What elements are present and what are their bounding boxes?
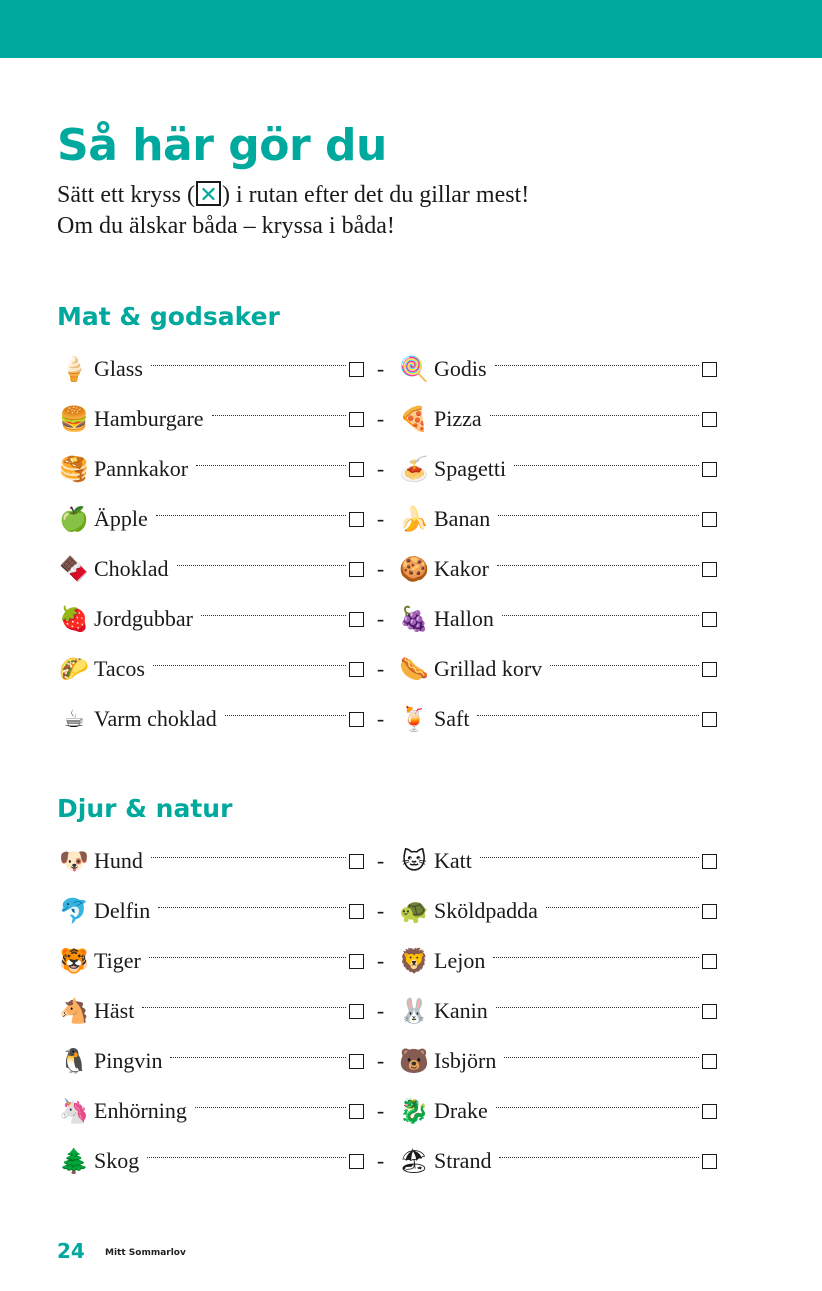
choice-row — [57, 594, 717, 644]
choice-checkbox[interactable] — [349, 712, 364, 727]
row-separator: - — [376, 656, 385, 681]
choice-checkbox[interactable] — [702, 412, 717, 427]
row-separator: - — [376, 706, 385, 731]
row-separator: - — [376, 456, 385, 481]
check-mark-icon: ✕ — [199, 183, 218, 208]
chocolate-icon: 🍫 — [59, 555, 89, 583]
choice-left — [57, 606, 364, 632]
section-heading-food: Mat & godsaker — [57, 302, 280, 331]
choice-right — [397, 948, 717, 974]
choice-label: Pannkakor — [94, 456, 189, 481]
choice-right — [397, 898, 717, 924]
choice-label: Kakor — [434, 556, 489, 581]
strawberry-icon: 🍓 — [59, 605, 89, 633]
choice-row — [57, 836, 717, 886]
choice-checkbox[interactable] — [702, 1154, 717, 1169]
dotted-leader — [546, 906, 699, 908]
choice-row — [57, 936, 717, 986]
top-color-band — [0, 0, 822, 58]
dotted-leader — [153, 664, 346, 666]
choice-right — [397, 556, 717, 582]
choice-checkbox[interactable] — [349, 462, 364, 477]
dotted-leader — [480, 856, 699, 858]
choice-checkbox[interactable] — [349, 562, 364, 577]
row-separator: - — [376, 556, 385, 581]
row-separator: - — [376, 898, 385, 923]
choice-left — [57, 1148, 364, 1174]
choice-checkbox[interactable] — [349, 1054, 364, 1069]
dotted-leader — [550, 664, 699, 666]
choice-checkbox[interactable] — [702, 362, 717, 377]
example-checkbox — [196, 181, 221, 206]
choice-checkbox[interactable] — [349, 612, 364, 627]
choice-checkbox[interactable] — [702, 954, 717, 969]
tiger-icon: 🐯 — [59, 947, 89, 975]
choice-row — [57, 644, 717, 694]
dotted-leader — [493, 956, 699, 958]
choice-label: Delfin — [94, 898, 151, 923]
instruction-text-before: Sätt ett kryss ( — [57, 182, 195, 208]
cookie-icon: 🍪 — [399, 555, 429, 583]
choice-checkbox[interactable] — [349, 1154, 364, 1169]
dotted-leader — [170, 1056, 346, 1058]
choice-checkbox[interactable] — [702, 1054, 717, 1069]
section-heading-animals: Djur & natur — [57, 794, 233, 823]
pizza-icon: 🍕 — [399, 405, 429, 433]
choice-right — [397, 1148, 717, 1174]
turtle-icon: 🐢 — [399, 897, 429, 925]
choice-checkbox[interactable] — [349, 1104, 364, 1119]
choice-label: Tiger — [94, 948, 141, 973]
choice-row — [57, 444, 717, 494]
dotted-leader — [196, 464, 346, 466]
choice-label: Kanin — [434, 998, 488, 1023]
dragon-icon: 🐉 — [399, 1097, 429, 1125]
dotted-leader — [499, 1156, 699, 1158]
choice-right — [397, 1048, 717, 1074]
choice-label: Drake — [434, 1098, 488, 1123]
choice-left — [57, 556, 364, 582]
choice-checkbox[interactable] — [702, 904, 717, 919]
choice-checkbox[interactable] — [702, 562, 717, 577]
choice-right — [397, 656, 717, 682]
choice-checkbox[interactable] — [349, 512, 364, 527]
choice-row — [57, 886, 717, 936]
row-separator: - — [376, 1048, 385, 1073]
hot-dog-icon: 🌭 — [399, 655, 429, 683]
dotted-leader — [195, 1106, 346, 1108]
row-separator: - — [376, 406, 385, 431]
hot-drink-icon: ☕ — [63, 705, 85, 733]
choice-label: Skog — [94, 1148, 140, 1173]
hamburger-icon: 🍔 — [59, 405, 89, 433]
choice-label: Katt — [434, 848, 472, 873]
choice-label: Spagetti — [434, 456, 507, 481]
ice-cream-icon: 🍦 — [59, 355, 89, 383]
lollipop-icon: 🍭 — [399, 355, 429, 383]
choice-right — [397, 848, 717, 874]
instructions — [57, 180, 529, 242]
choice-left — [57, 898, 364, 924]
food-items — [57, 344, 717, 744]
choice-right — [397, 506, 717, 532]
choice-label: Strand — [434, 1148, 492, 1173]
choice-label: Banan — [434, 506, 491, 531]
dotted-leader — [514, 464, 699, 466]
choice-left — [57, 506, 364, 532]
choice-left — [57, 456, 364, 482]
horse-icon: 🐴 — [59, 997, 89, 1025]
row-separator: - — [376, 1098, 385, 1123]
spaghetti-icon: 🍝 — [399, 455, 429, 483]
choice-row — [57, 494, 717, 544]
raspberry-icon: 🍇 — [399, 605, 429, 633]
choice-checkbox[interactable] — [349, 954, 364, 969]
lion-icon: 🦁 — [399, 947, 429, 975]
choice-label: Grillad korv — [434, 656, 543, 681]
dotted-leader — [156, 514, 346, 516]
choice-right — [397, 406, 717, 432]
dolphin-icon: 🐬 — [59, 897, 89, 925]
taco-icon: 🌮 — [59, 655, 89, 683]
dotted-leader — [477, 714, 699, 716]
tropical-drink-icon: 🍹 — [399, 705, 429, 733]
dog-icon: 🐶 — [59, 847, 89, 875]
choice-label: Isbjörn — [434, 1048, 497, 1073]
dotted-leader — [142, 1006, 346, 1008]
choice-label: Pizza — [434, 406, 482, 431]
unicorn-icon: 🦄 — [59, 1097, 89, 1125]
beach-icon: 🏖 — [398, 1147, 430, 1175]
choice-checkbox[interactable] — [702, 1004, 717, 1019]
choice-checkbox[interactable] — [349, 904, 364, 919]
dotted-leader — [502, 614, 699, 616]
bear-icon: 🐻 — [399, 1047, 429, 1075]
choice-checkbox[interactable] — [349, 1004, 364, 1019]
tree-icon: 🌲 — [59, 1147, 89, 1175]
choice-right — [397, 456, 717, 482]
choice-row — [57, 1036, 717, 1086]
row-separator: - — [376, 606, 385, 631]
choice-label: Godis — [434, 356, 487, 381]
choice-label: Saft — [434, 706, 470, 731]
choice-left — [57, 998, 364, 1024]
choice-right — [397, 1098, 717, 1124]
instruction-line-1 — [57, 180, 529, 211]
choice-checkbox[interactable] — [702, 612, 717, 627]
book-title: Mitt Sommarlov — [105, 1248, 186, 1258]
choice-left — [57, 356, 364, 382]
dotted-leader — [497, 564, 699, 566]
choice-label: Häst — [94, 998, 135, 1023]
banana-icon: 🍌 — [399, 505, 429, 533]
choice-row — [57, 694, 717, 744]
choice-row — [57, 1136, 717, 1186]
dotted-leader — [496, 1006, 699, 1008]
choice-checkbox[interactable] — [349, 662, 364, 677]
dotted-leader — [147, 1156, 346, 1158]
choice-row — [57, 544, 717, 594]
choice-checkbox[interactable] — [702, 512, 717, 527]
rabbit-icon: 🐰 — [399, 997, 429, 1025]
page-number: 24 — [57, 1239, 85, 1263]
choice-checkbox[interactable] — [702, 1104, 717, 1119]
choice-left — [57, 656, 364, 682]
cat-icon: 🐱 — [401, 847, 427, 875]
choice-label: Lejon — [434, 948, 486, 973]
instruction-line-2: Om du älskar båda – kryssa i båda! — [57, 213, 395, 239]
choice-label: Enhörning — [94, 1098, 187, 1123]
dotted-leader — [225, 714, 346, 716]
pancakes-icon: 🥞 — [59, 455, 89, 483]
row-separator: - — [376, 1148, 385, 1173]
dotted-leader — [201, 614, 346, 616]
choice-row — [57, 344, 717, 394]
dotted-leader — [177, 564, 346, 566]
choice-row — [57, 986, 717, 1036]
choice-label: Pingvin — [94, 1048, 163, 1073]
row-separator: - — [376, 356, 385, 381]
animal-items — [57, 836, 717, 1186]
penguin-icon: 🐧 — [59, 1047, 89, 1075]
choice-label: Hund — [94, 848, 143, 873]
choice-label: Hamburgare — [94, 406, 204, 431]
dotted-leader — [504, 1056, 699, 1058]
choice-label: Sköldpadda — [434, 898, 538, 923]
dotted-leader — [498, 514, 699, 516]
instruction-text-after: ) i rutan efter det du gillar mest! — [222, 182, 530, 208]
row-separator: - — [376, 848, 385, 873]
choice-row — [57, 1086, 717, 1136]
choice-left — [57, 848, 364, 874]
choice-checkbox[interactable] — [349, 854, 364, 869]
choice-checkbox[interactable] — [702, 712, 717, 727]
choice-left — [57, 706, 364, 732]
dotted-leader — [496, 1106, 699, 1108]
dotted-leader — [151, 856, 346, 858]
choice-label: Choklad — [94, 556, 169, 581]
choice-left — [57, 1098, 364, 1124]
choice-right — [397, 998, 717, 1024]
choice-label: Äpple — [94, 506, 148, 531]
choice-left — [57, 406, 364, 432]
choice-row — [57, 394, 717, 444]
choice-label: Varm choklad — [94, 706, 217, 731]
dotted-leader — [212, 414, 346, 416]
choice-checkbox[interactable] — [702, 662, 717, 677]
choice-right — [397, 606, 717, 632]
dotted-leader — [149, 956, 346, 958]
choice-checkbox[interactable] — [702, 854, 717, 869]
row-separator: - — [376, 948, 385, 973]
choice-checkbox[interactable] — [702, 462, 717, 477]
row-separator: - — [376, 506, 385, 531]
dotted-leader — [151, 364, 346, 366]
choice-checkbox[interactable] — [349, 362, 364, 377]
dotted-leader — [158, 906, 346, 908]
choice-label: Glass — [94, 356, 143, 381]
choice-right — [397, 706, 717, 732]
apple-icon: 🍏 — [59, 505, 89, 533]
choice-label: Hallon — [434, 606, 494, 631]
choice-label: Jordgubbar — [94, 606, 193, 631]
choice-label: Tacos — [94, 656, 145, 681]
choice-right — [397, 356, 717, 382]
choice-checkbox[interactable] — [349, 412, 364, 427]
choice-left — [57, 948, 364, 974]
dotted-leader — [490, 414, 699, 416]
page-title: Så här gör du — [57, 120, 387, 171]
choice-left — [57, 1048, 364, 1074]
row-separator: - — [376, 998, 385, 1023]
dotted-leader — [495, 364, 699, 366]
